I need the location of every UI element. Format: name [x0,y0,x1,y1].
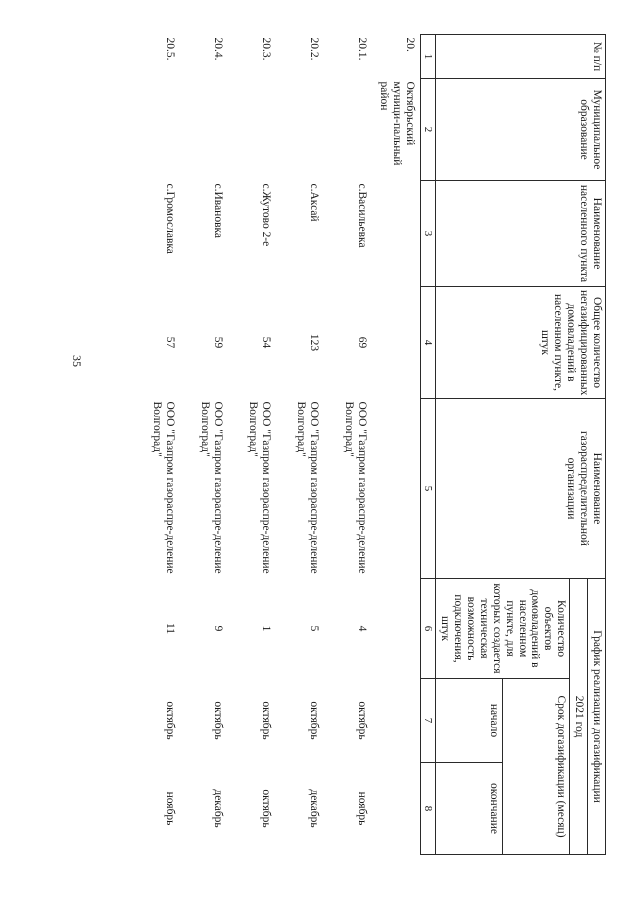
row-num: 20.4. [211,37,224,61]
row-start: октябрь [259,701,272,740]
row-num: 20.3. [259,37,272,61]
gasification-schedule-table [136,34,606,855]
header-gas-org: Наименование газораспределительной организации [436,399,606,579]
column-number: 1 [421,35,436,79]
row-end: декабрь [211,789,224,828]
row-settlement: с.Жутово 2-е [259,183,272,247]
row-start: октябрь [163,701,176,740]
section-name: Октябрьский муници-пальный район [378,81,417,166]
row-total: 69 [355,336,368,349]
table-row [136,35,184,855]
header-year: 2021 год [570,579,588,855]
header-term: Срок догазификации (месяц) [503,679,570,855]
row-settlement: с.Аксай [307,183,320,222]
row-org: ООО "Газпром газораспре-деление Волгоград" [198,401,224,574]
table-row [232,35,280,855]
header-settlement: Наименование населенного пункта [436,181,606,287]
column-number: 8 [421,763,436,855]
row-count: 11 [163,622,176,635]
column-number: 2 [421,79,436,181]
rotated-table-container [86,34,606,854]
row-org: ООО "Газпром газораспре-деление Волгоград" [246,401,272,574]
column-number: 4 [421,287,436,399]
table-row [328,35,376,855]
section-num: 20. [404,37,417,52]
row-total: 123 [307,333,320,352]
row-total: 57 [163,336,176,349]
row-count: 9 [211,625,224,632]
row-settlement: с.Ивановка [211,183,224,239]
row-start: октябрь [355,701,368,740]
row-total: 54 [259,336,272,349]
header-end: окончание [436,763,503,855]
row-org: ООО "Газпром газораспре-деление Волгоград" [294,401,320,574]
column-number: 7 [421,679,436,763]
row-num: 20.1. [355,37,368,61]
row-end: ноябрь [163,791,176,826]
row-num: 20.2. [307,37,320,61]
row-end: декабрь [307,789,320,828]
row-total: 59 [211,336,224,349]
row-num: 20.5. [163,37,176,61]
section-row [376,35,421,855]
row-end: ноябрь [355,791,368,826]
header-num: № п/п [436,35,606,79]
column-number: 6 [421,579,436,679]
header-start: начало [436,679,503,763]
header-municipality: Муниципальное образование [436,79,606,181]
table-row [280,35,328,855]
row-start: октябрь [307,701,320,740]
row-count: 4 [355,625,368,632]
row-settlement: с.Громославка [163,183,176,254]
row-org: ООО "Газпром газораспре-деление Волгоград" [342,401,368,574]
column-number: 5 [421,399,436,579]
page-number: 35 [70,355,84,367]
row-end: октябрь [259,789,272,828]
row-org: ООО "Газпром газораспре-деление Волгоград" [150,401,176,574]
table-row [184,35,232,855]
header-schedule: График реализации догазификации [588,579,606,855]
row-start: октябрь [211,701,224,740]
column-number: 3 [421,181,436,287]
row-count: 5 [307,625,320,632]
header-total-households: Общее количество негазифицированных домовладений в населенном пункте, штук [436,287,606,399]
row-count: 1 [259,625,272,632]
header-objects-count: Количество объектов домовладений в населенном пункте, для которых создается техническая возможность подключения, штук [436,579,570,679]
row-settlement: с.Васильевка [355,183,368,248]
